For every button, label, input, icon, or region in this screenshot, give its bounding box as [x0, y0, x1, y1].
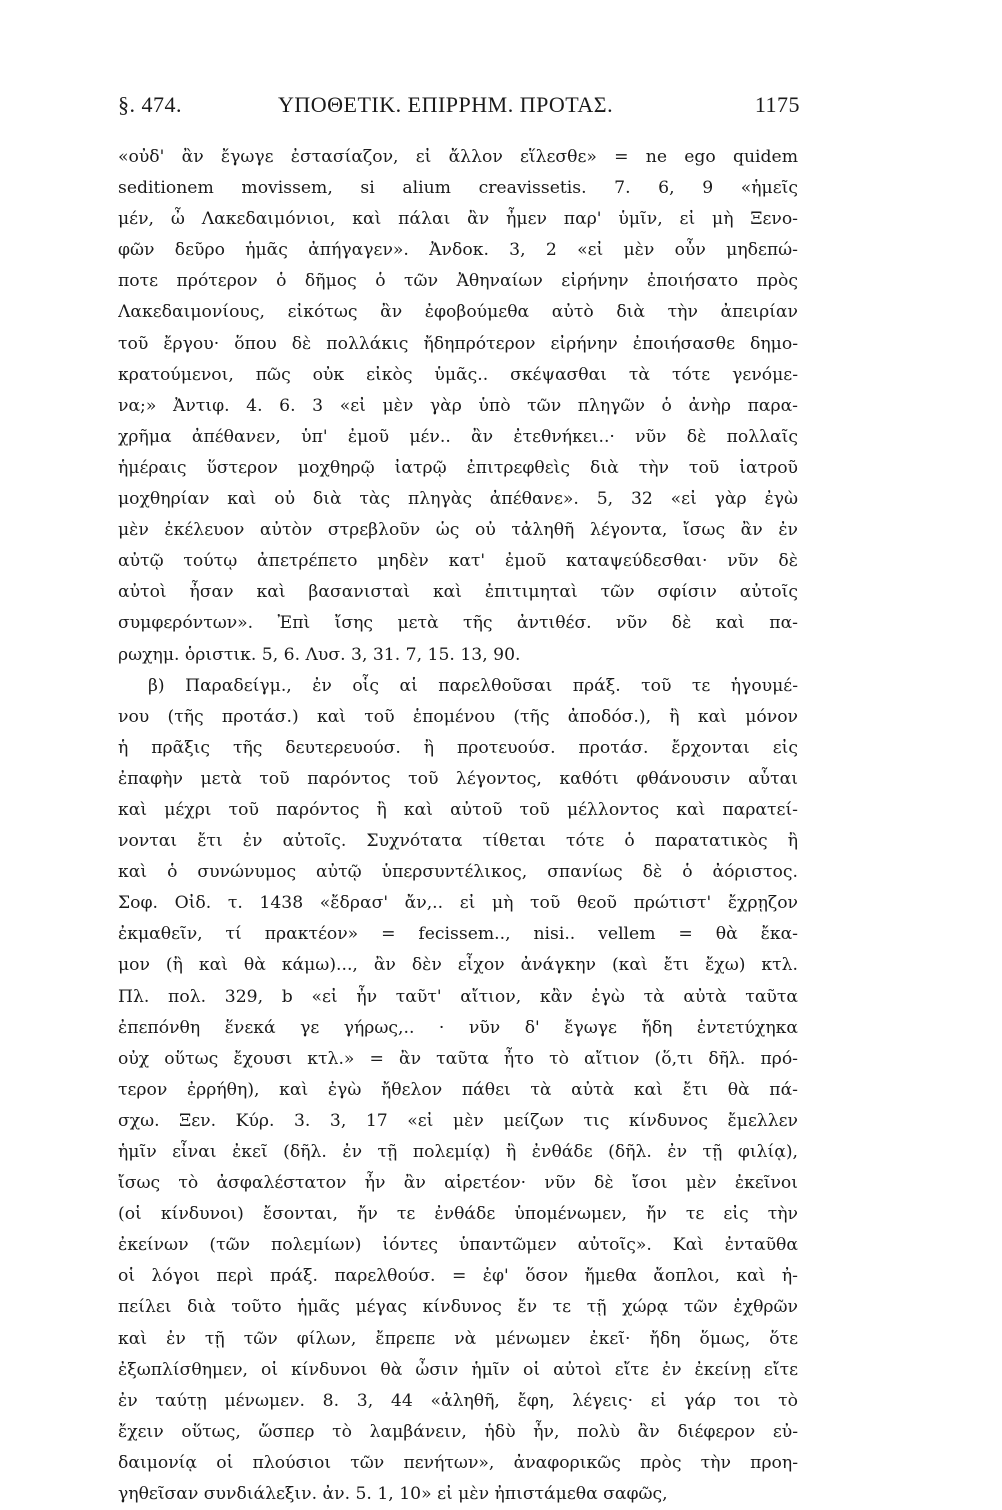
text-line: seditionem movissem, si alium creavissetis. 7. 6, 9 «ἡμεῖς: [118, 178, 798, 199]
text-line: γηθεῖσαν συνδιάλεξιν. ἀν. 5. 1, 10» εἰ μὲν ἠπιστάμεθα σαφῶς,: [118, 1484, 668, 1505]
text-line: νονται ἔτι ἐν αὐτοῖς. Συχνότατα τίθεται τότε ὁ παρατατικὸς ἢ: [118, 831, 798, 852]
section-number: §. 474.: [118, 92, 182, 117]
running-header: [118, 92, 798, 126]
text-line: ἔχειν οὕτως, ὥσπερ τὸ λαμβάνειν, ἡδὺ ἦν, πολὺ ἂν διέφερον εὐ-: [118, 1421, 798, 1442]
text-line: πείλει διὰ τοῦτο ἡμᾶς μέγας κίνδυνος ἔν τε τῇ χώρᾳ τῶν ἐχθρῶν: [118, 1297, 798, 1318]
text-line: οὐχ οὕτως ἔχουσι κτλ.» = ἂν ταῦτα ἦτο τὸ αἴτιον (ὅ,τι δῆλ. πρό-: [118, 1048, 798, 1069]
text-line: ἐπαφὴν μετὰ τοῦ παρόντος τοῦ λέγοντος, καθότι φθάνουσιν αὗται: [118, 768, 798, 789]
text-line: ἐν ταύτῃ μένωμεν. 8. 3, 44 «ἀληθῆ, ἔφη, λέγεις· εἰ γάρ τοι τὸ: [118, 1390, 798, 1411]
text-line: ἡμῖν εἶναι ἐκεῖ (δῆλ. ἐν τῇ πολεμίᾳ) ἢ ἐνθάδε (δῆλ. ἐν τῇ φιλίᾳ),: [118, 1142, 798, 1162]
text-line: χρῆμα ἀπέθανεν, ὑπ' ἐμοῦ μέν.. ἂν ἐτεθνήκει..· νῦν δὲ πολλαῖς: [118, 426, 798, 447]
text-line: ἡ πρᾶξις τῆς δευτερευούσ. ἢ προτευούσ. προτάσ. ἔρχονται εἰς: [118, 737, 798, 758]
text-line: μοχθηρίαν καὶ οὐ διὰ τὰς πληγὰς ἀπέθανε». 5, 32 «εἰ γὰρ ἐγὼ: [118, 489, 798, 510]
text-line: τοῦ ἔργου· ὅπου δὲ πολλάκις ἤδηπρότερον εἰρήνην ἐποιήσασθε δημο-: [118, 333, 798, 354]
text-line: δαιμονίᾳ οἱ πλούσιοι τῶν πενήτων», ἀναφορικῶς πρὸς τὴν προη-: [118, 1452, 798, 1473]
text-line: ποτε πρότερον ὁ δῆμος ὁ τῶν Ἀθηναίων εἰρήνην ἐποιήσατο πρὸς: [118, 271, 798, 292]
text-line: κρατούμενοι, πῶς οὐκ εἰκὸς ὑμᾶς.. σκέψασθαι τὰ τότε γενόμε-: [118, 364, 798, 385]
text-line: αὐτοὶ ἦσαν καὶ βασανισταὶ καὶ ἐπιτιμηταὶ τῶν σφίσιν αὐτοῖς: [118, 582, 798, 603]
text-line: μὲν ἐκέλευον αὐτὸν στρεβλοῦν ὡς οὐ τἀληθῆ λέγοντα, ἴσως ἂν ἐν: [118, 520, 798, 541]
text-line: να;» Ἀντιφ. 4. 6. 3 «εἰ μὲν γὰρ ὑπὸ τῶν πληγῶν ὁ ἀνὴρ παρα-: [118, 395, 798, 416]
text-line: «οὐδ' ἂν ἔγωγε ἐστασίαζον, εἰ ἄλλον εἵλεσθε» = ne ego quidem: [118, 147, 798, 167]
body-text: [118, 142, 798, 1510]
text-line: (οἱ κίνδυνοι) ἔσονται, ἤν τε ἐνθάδε ὑπομένωμεν, ἤν τε εἰς τὴν: [118, 1204, 798, 1225]
text-line: Λακεδαιμονίους, εἰκότως ἂν ἐφοβούμεθα αὐτὸ διὰ τὴν ἀπειρίαν: [118, 302, 798, 323]
text-line: νου (τῆς προτάσ.) καὶ τοῦ ἑπομένου (τῆς ἀποδόσ.), ἢ καὶ μόνον: [118, 706, 798, 727]
text-line: Σοφ. Οἰδ. τ. 1438 «ἔδρασ' ἄν,.. εἰ μὴ τοῦ θεοῦ πρώτιστ' ἔχρῃζον: [118, 893, 798, 914]
text-line: σχω. Ξεν. Κύρ. 3. 3, 17 «εἰ μὲν μείζων τις κίνδυνος ἔμελλεν: [118, 1110, 798, 1131]
running-title: ΥΠΟΘΕΤΙΚ. ΕΠΙΡΡΗΜ. ΠΡΟΤΑΣ.: [278, 92, 614, 117]
page-number: 1175: [754, 92, 800, 117]
text-line: ἐξωπλίσθημεν, οἱ κίνδυνοι θὰ ὦσιν ἡμῖν οἱ αὐτοὶ εἴτε ἐν ἐκείνῃ εἴτε: [118, 1359, 798, 1380]
text-line: Πλ. πολ. 329, b «εἰ ἦν ταῦτ' αἴτιον, κἂν ἐγὼ τὰ αὐτὰ ταῦτα: [118, 986, 798, 1007]
text-line: οἱ λόγοι περὶ πράξ. παρελθούσ. = ἐφ' ὅσον ἤμεθα ἄοπλοι, καὶ ἠ-: [118, 1266, 798, 1287]
text-line: ἐκμαθεῖν, τί πρακτέον» = fecissem.., nisi.. vellem = θὰ ἔκα-: [118, 924, 798, 945]
text-line: καὶ ἐν τῇ τῶν φίλων, ἔπρεπε νὰ μένωμεν ἐκεῖ· ἤδη ὅμως, ὅτε: [118, 1328, 798, 1349]
text-line: ἐκείνων (τῶν πολεμίων) ἰόντες ὑπαντῶμεν αὐτοῖς». Καὶ ἐνταῦθα: [118, 1235, 798, 1256]
text-line: ἡμέραις ὕστερον μοχθηρῷ ἰατρῷ ἐπιτρεφθεὶς διὰ τὴν τοῦ ἰατροῦ: [118, 457, 798, 478]
text-line: β) Παραδείγμ., ἐν οἷς αἱ παρελθοῦσαι πράξ. τοῦ τε ἡγουμέ-: [148, 675, 798, 696]
text-line: συμφερόντων». Ἐπὶ ἴσης μετὰ τῆς ἀντιθέσ. νῦν δὲ καὶ πα-: [118, 613, 798, 634]
text-line: καὶ μέχρι τοῦ παρόντος ἢ καὶ αὐτοῦ τοῦ μέλλοντος καὶ παρατεί-: [118, 799, 798, 820]
text-line: ἴσως τὸ ἀσφαλέστατον ἦν ἂν αἱρετέον· νῦν δὲ ἴσοι μὲν ἐκεῖνοι: [118, 1173, 798, 1194]
text-line: μον (ἢ καὶ θὰ κάμω)..., ἂν δὲν εἶχον ἀνάγκην (καὶ ἔτι ἔχω) κτλ.: [118, 955, 798, 976]
text-line: αὐτῷ τούτῳ ἀπετρέπετο μηδὲν κατ' ἐμοῦ καταψεύδεσθαι· νῦν δὲ: [118, 551, 798, 572]
text-line: ρωχημ. ὁριστικ. 5, 6. Λυσ. 3, 31. 7, 15. 13, 90.: [118, 644, 521, 665]
text-line: καὶ ὁ συνώνυμος αὐτῷ ὑπερσυντέλικος, σπανίως δὲ ὁ ἀόριστος.: [118, 862, 798, 883]
text-line: τερον ἐρρήθη), καὶ ἐγὼ ἤθελον πάθει τὰ αὐτὰ καὶ ἔτι θὰ πά-: [118, 1079, 798, 1100]
text-line: μέν, ὦ Λακεδαιμόνιοι, καὶ πάλαι ἂν ἦμεν παρ' ὑμῖν, εἰ μὴ Ξενο-: [118, 209, 798, 230]
text-line: ἐπεπόνθη ἕνεκά γε γήρως,.. · νῦν δ' ἔγωγε ἤδη ἐντετύχηκα: [118, 1017, 798, 1038]
text-line: φῶν δεῦρο ἡμᾶς ἀπήγαγεν». Ἀνδοκ. 3, 2 «εἰ μὲν οὖν μηδεπώ-: [118, 240, 798, 261]
